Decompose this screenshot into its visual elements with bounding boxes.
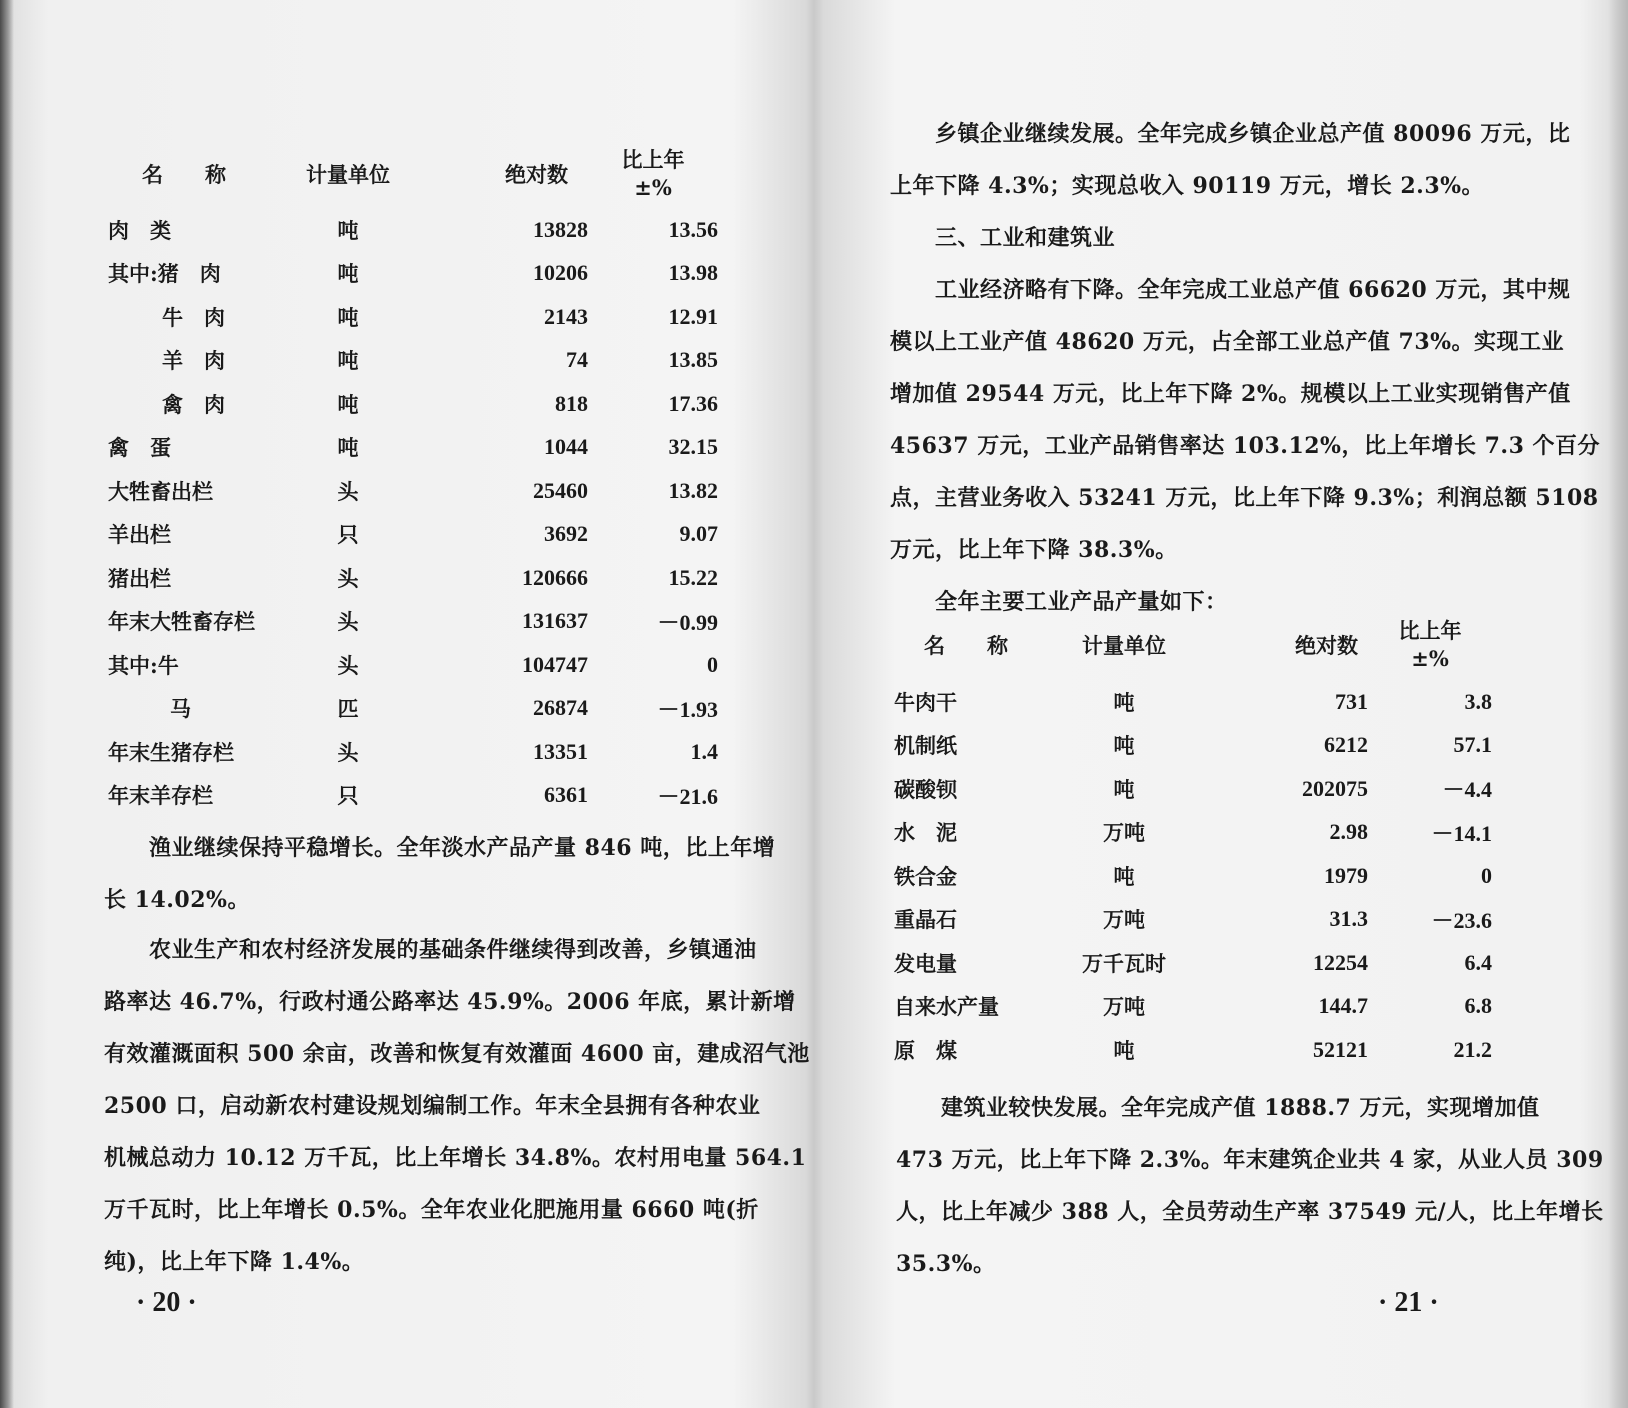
row-name: 牛 肉 bbox=[162, 304, 225, 330]
row-absolute: 13351 bbox=[533, 738, 588, 764]
row-absolute: 52121 bbox=[1313, 1036, 1368, 1062]
row-change: －21.6 bbox=[657, 783, 718, 809]
text-line: 三、工业和建筑业 bbox=[890, 225, 1116, 251]
row-absolute: 120666 bbox=[522, 564, 588, 590]
row-name: 肉 类 bbox=[108, 217, 171, 243]
row-unit: 吨 bbox=[337, 348, 359, 374]
row-name: 铁合金 bbox=[894, 863, 957, 889]
table-row bbox=[108, 730, 718, 774]
row-unit: 吨 bbox=[1113, 776, 1135, 802]
text-line: 全年主要工业产品产量如下： bbox=[890, 589, 1228, 615]
row-change: 0 bbox=[707, 651, 718, 677]
row-absolute: 12254 bbox=[1313, 949, 1368, 975]
text-line: 渔业继续保持平稳增长。全年淡水产品产量 846 吨，比上年增 bbox=[104, 835, 776, 861]
table-row bbox=[108, 382, 718, 426]
table-row bbox=[108, 339, 718, 383]
row-absolute: 818 bbox=[555, 390, 588, 416]
row-unit: 吨 bbox=[1113, 689, 1135, 715]
table-row bbox=[108, 208, 718, 252]
table-row bbox=[894, 680, 1492, 724]
row-absolute: 6212 bbox=[1324, 732, 1368, 758]
text-line: 模以上工业产值 48620 万元，占全部工业总产值 73%。实现工业 bbox=[890, 329, 1565, 355]
row-name: 原 煤 bbox=[894, 1037, 957, 1063]
row-name: 重晶石 bbox=[894, 907, 957, 933]
text-line: 建筑业较快发展。全年完成产值 1888.7 万元，实现增加值 bbox=[896, 1095, 1540, 1121]
fishery-paragraph bbox=[104, 822, 775, 926]
row-absolute: 104747 bbox=[522, 651, 588, 677]
text-line: 万元，比上年下降 38.3%。 bbox=[890, 537, 1178, 563]
row-absolute: 13828 bbox=[533, 216, 588, 242]
text-line: 工业经济略有下降。全年完成工业总产值 66620 万元，其中规 bbox=[890, 277, 1571, 303]
row-change: 13.85 bbox=[668, 347, 718, 373]
row-unit: 万吨 bbox=[1103, 907, 1145, 933]
row-name: 水 泥 bbox=[894, 820, 957, 846]
header-change: 比上年 ±% bbox=[1398, 618, 1462, 671]
row-change: 3.8 bbox=[1464, 688, 1492, 714]
row-unit: 万千瓦时 bbox=[1082, 950, 1166, 976]
table-row bbox=[108, 426, 718, 470]
row-absolute: 31.3 bbox=[1329, 906, 1368, 932]
table-row bbox=[108, 252, 718, 296]
row-name: 猪出栏 bbox=[108, 565, 171, 591]
table-row bbox=[108, 556, 718, 600]
row-unit: 头 bbox=[337, 652, 359, 678]
row-name: 发电量 bbox=[894, 950, 957, 976]
row-name: 牛肉干 bbox=[894, 689, 957, 715]
table-row bbox=[894, 941, 1492, 985]
table-row bbox=[894, 898, 1492, 942]
row-name: 机制纸 bbox=[894, 733, 957, 759]
row-name: 羊 肉 bbox=[162, 348, 225, 374]
header-unit: 计量单位 bbox=[306, 162, 390, 187]
row-name: 其中:牛 bbox=[108, 652, 179, 678]
header-absolute: 绝对数 bbox=[505, 162, 568, 187]
row-change: 9.07 bbox=[679, 521, 718, 547]
row-change: 1.4 bbox=[690, 738, 718, 764]
table-row bbox=[108, 513, 718, 557]
row-change: －1.93 bbox=[657, 696, 718, 722]
livestock-table-body bbox=[108, 208, 718, 817]
row-unit: 吨 bbox=[337, 391, 359, 417]
row-name: 碳酸钡 bbox=[894, 776, 957, 802]
row-absolute: 3692 bbox=[544, 521, 588, 547]
row-change: 17.36 bbox=[668, 390, 718, 416]
industrial-products-table-body bbox=[894, 680, 1492, 1072]
text-line: 纯)，比上年下降 1.4%。 bbox=[104, 1249, 365, 1275]
header-absolute: 绝对数 bbox=[1295, 633, 1358, 658]
right-page bbox=[830, 0, 1628, 1408]
text-line: 机械总动力 10.12 万千瓦，比上年增长 34.8%。农村用电量 564.1 bbox=[104, 1145, 807, 1171]
table-row bbox=[894, 854, 1492, 898]
row-absolute: 25460 bbox=[533, 477, 588, 503]
row-name: 年末大牲畜存栏 bbox=[108, 609, 255, 635]
row-change: 15.22 bbox=[668, 564, 718, 590]
page-number-left: · 20 · bbox=[136, 1287, 197, 1318]
row-name: 其中:猪 肉 bbox=[108, 261, 221, 287]
row-change: －4.4 bbox=[1442, 777, 1492, 803]
construction-paragraph bbox=[896, 1082, 1604, 1290]
row-absolute: 2.98 bbox=[1329, 819, 1368, 845]
row-unit: 吨 bbox=[1113, 863, 1135, 889]
table-row bbox=[108, 469, 718, 513]
table-row bbox=[894, 724, 1492, 768]
row-change: 6.8 bbox=[1464, 993, 1492, 1019]
table-row bbox=[108, 687, 718, 731]
row-change: 13.82 bbox=[668, 477, 718, 503]
row-change: －14.1 bbox=[1431, 820, 1492, 846]
row-unit: 头 bbox=[337, 739, 359, 765]
table-row bbox=[894, 1028, 1492, 1072]
row-unit: 吨 bbox=[337, 435, 359, 461]
row-absolute: 131637 bbox=[522, 608, 588, 634]
text-line: 农业生产和农村经济发展的基础条件继续得到改善，乡镇通油 bbox=[104, 937, 757, 963]
row-name: 年末生猪存栏 bbox=[108, 739, 234, 765]
row-name: 年末羊存栏 bbox=[108, 783, 213, 809]
township-industry-paragraphs bbox=[890, 108, 1600, 628]
row-absolute: 144.7 bbox=[1318, 993, 1368, 1019]
table-row bbox=[894, 767, 1492, 811]
row-unit: 只 bbox=[337, 522, 359, 548]
row-name: 禽 肉 bbox=[162, 391, 225, 417]
row-change: －23.6 bbox=[1431, 907, 1492, 933]
row-unit: 匹 bbox=[337, 696, 359, 722]
row-change: 12.91 bbox=[668, 303, 718, 329]
agriculture-conditions-paragraph bbox=[104, 924, 810, 1288]
text-line: 点，主营业务收入 53241 万元，比上年下降 9.3%；利润总额 5108 bbox=[890, 485, 1599, 511]
row-change: 13.98 bbox=[668, 260, 718, 286]
header-name: 名 称 bbox=[924, 633, 1008, 658]
text-line: 路率达 46.7%，行政村通公路率达 45.9%。2006 年底，累计新增 bbox=[104, 989, 796, 1015]
row-unit: 吨 bbox=[1113, 1037, 1135, 1063]
row-name: 禽 蛋 bbox=[108, 435, 171, 461]
row-absolute: 2143 bbox=[544, 303, 588, 329]
row-unit: 头 bbox=[337, 609, 359, 635]
industrial-products-table bbox=[894, 610, 1492, 1072]
row-change: 0 bbox=[1481, 862, 1492, 888]
page-number-right: · 21 · bbox=[1378, 1287, 1439, 1318]
row-change: －0.99 bbox=[657, 609, 718, 635]
row-unit: 万吨 bbox=[1103, 820, 1145, 846]
livestock-table bbox=[108, 140, 718, 817]
row-unit: 只 bbox=[337, 783, 359, 809]
header-name: 名 称 bbox=[142, 162, 226, 187]
row-unit: 吨 bbox=[337, 217, 359, 243]
row-unit: 吨 bbox=[337, 261, 359, 287]
row-change: 32.15 bbox=[668, 434, 718, 460]
row-absolute: 202075 bbox=[1302, 775, 1368, 801]
text-line: 2500 口，启动新农村建设规划编制工作。年末全县拥有各种农业 bbox=[104, 1093, 761, 1119]
header-unit: 计量单位 bbox=[1082, 633, 1166, 658]
header-change: 比上年 ±% bbox=[621, 147, 685, 200]
row-absolute: 6361 bbox=[544, 782, 588, 808]
table-row bbox=[894, 985, 1492, 1029]
text-line: 473 万元，比上年下降 2.3%。年末建筑企业共 4 家，从业人员 309 bbox=[896, 1147, 1604, 1173]
row-change: 13.56 bbox=[668, 216, 718, 242]
row-name: 大牲畜出栏 bbox=[108, 478, 213, 504]
text-line: 人，比上年减少 388 人，全员劳动生产率 37549 元/人，比上年增长 bbox=[896, 1199, 1604, 1225]
text-line: 乡镇企业继续发展。全年完成乡镇企业总产值 80096 万元，比 bbox=[890, 121, 1571, 147]
row-change: 6.4 bbox=[1464, 949, 1492, 975]
row-absolute: 74 bbox=[566, 347, 588, 373]
row-unit: 头 bbox=[337, 565, 359, 591]
table-row bbox=[108, 295, 718, 339]
text-line: 有效灌溉面积 500 余亩，改善和恢复有效灌面 4600 亩，建成沼气池 bbox=[104, 1041, 810, 1067]
row-name: 马 bbox=[170, 696, 191, 722]
row-change: 57.1 bbox=[1453, 732, 1492, 758]
table-row bbox=[108, 643, 718, 687]
row-unit: 万吨 bbox=[1103, 994, 1145, 1020]
row-absolute: 1979 bbox=[1324, 862, 1368, 888]
table-row bbox=[108, 774, 718, 818]
row-absolute: 26874 bbox=[533, 695, 588, 721]
text-line: 长 14.02%。 bbox=[104, 887, 250, 913]
text-line: 增加值 29544 万元，比上年下降 2%。规模以上工业实现销售产值 bbox=[890, 381, 1571, 407]
table-row bbox=[108, 600, 718, 644]
row-name: 羊出栏 bbox=[108, 522, 171, 548]
row-absolute: 10206 bbox=[533, 260, 588, 286]
row-absolute: 731 bbox=[1335, 688, 1368, 714]
text-line: 35.3%。 bbox=[896, 1251, 996, 1277]
row-absolute: 1044 bbox=[544, 434, 588, 460]
row-change: 21.2 bbox=[1453, 1036, 1492, 1062]
table-row bbox=[894, 811, 1492, 855]
row-unit: 吨 bbox=[337, 304, 359, 330]
row-unit: 吨 bbox=[1113, 733, 1135, 759]
row-unit: 头 bbox=[337, 478, 359, 504]
text-line: 万千瓦时，比上年增长 0.5%。全年农业化肥施用量 6660 吨(折 bbox=[104, 1197, 759, 1223]
row-name: 自来水产量 bbox=[894, 994, 999, 1020]
text-line: 45637 万元，工业产品销售率达 103.12%，比上年增长 7.3 个百分 bbox=[890, 433, 1601, 459]
text-line: 上年下降 4.3%；实现总收入 90119 万元，增长 2.3%。 bbox=[890, 173, 1485, 199]
